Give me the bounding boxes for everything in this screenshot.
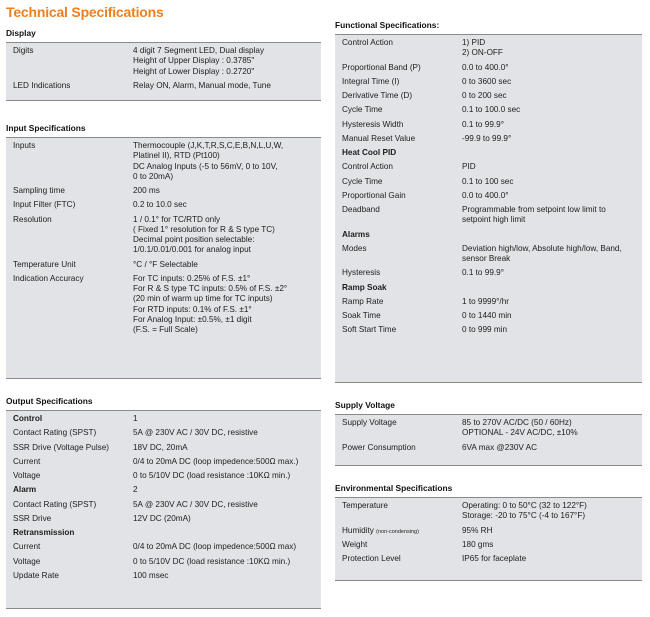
- group-heading: Alarm: [13, 485, 37, 495]
- output-title: Output Specifications: [6, 396, 93, 406]
- spec-value: 1) PID 2) ON-OFF: [462, 38, 503, 58]
- spec-value: 18V DC, 20mA: [133, 442, 188, 452]
- spec-value: 95% RH: [462, 525, 493, 535]
- spec-value: 0 to 200 sec: [462, 91, 507, 100]
- supply-section: [335, 400, 642, 466]
- spec-label: Soft Start Time: [342, 325, 397, 335]
- spec-label: [335, 526, 462, 536]
- spec-label: Update Rate: [13, 570, 59, 580]
- spec-label: Weight: [342, 539, 368, 549]
- group-heading: Retransmission: [13, 528, 75, 537]
- table-row: [6, 483, 321, 497]
- spec-label: Supply Voltage: [342, 418, 397, 427]
- table-row: [6, 426, 321, 440]
- spec-label: Hysteresis: [342, 268, 381, 278]
- output-table: [6, 411, 321, 609]
- table-row: [335, 323, 642, 337]
- table-row: [6, 213, 321, 258]
- table-row: [6, 498, 321, 512]
- spec-value: 1 / 0.1° for TC/RTD only ( Fixed 1° resolution for R & S type TC) Decimal point position selectable: 1/0.1/0.01/0.001 for analog input: [133, 214, 275, 255]
- table-row: [6, 198, 321, 212]
- spec-value: Programmable from setpoint low limit to setpoint high limit: [462, 205, 606, 225]
- spec-label: Inputs: [13, 141, 36, 150]
- spec-label: Proportional Gain: [342, 190, 406, 200]
- spec-label: Ramp Rate: [342, 296, 384, 306]
- spec-value: 0 to 5/10V DC (load resistance :10KΩ min.): [133, 471, 291, 480]
- spec-value: 0 to 1440 min: [462, 311, 512, 320]
- spec-label: Manual Reset Value: [342, 133, 416, 143]
- spec-value: 6VA max @230V AC: [462, 442, 538, 452]
- table-row: [335, 552, 642, 566]
- spec-value: 0.1 to 99.9°: [462, 119, 504, 129]
- group-heading: Ramp Soak: [342, 282, 387, 292]
- spec-value: 180 gms: [462, 539, 494, 549]
- display-table: [6, 43, 321, 101]
- spec-label: Soak Time: [342, 311, 381, 320]
- table-row: [6, 79, 321, 93]
- table-row: [6, 412, 321, 426]
- spec-label: Digits: [13, 46, 34, 55]
- table-row: [335, 160, 642, 174]
- table-row: [335, 118, 642, 132]
- spec-label: Cycle Time: [342, 105, 383, 115]
- table-row: [335, 524, 642, 538]
- spec-label: Deadband: [342, 205, 380, 214]
- spec-value: 0.1 to 100.0 sec: [462, 105, 521, 115]
- table-row: [6, 258, 321, 272]
- table-row: [335, 499, 642, 524]
- spec-value: 0.0 to 400.0°: [462, 190, 509, 200]
- table-row: [335, 61, 642, 75]
- spec-label-text: Humidity: [342, 525, 374, 535]
- table-row: [6, 441, 321, 455]
- spec-label: SSR Drive: [13, 513, 52, 523]
- input-title: Input Specifications: [6, 123, 86, 133]
- spec-label: Temperature: [342, 501, 388, 510]
- spec-value: 100 msec: [133, 570, 169, 580]
- spec-value: Thermocouple (J,K,T,R,S,C,E,B,N,L,U,W, Platinel II), RTD (Pt100) DC Analog Inputs (-5 to 56mV, 0 to 10V, 0 to 20mA): [133, 141, 284, 181]
- spec-label: Voltage: [13, 556, 41, 566]
- spec-value: 0.1 to 100 sec: [462, 176, 514, 186]
- spec-value: IP65 for faceplate: [462, 554, 527, 563]
- spec-label: Proportional Band (P): [342, 62, 421, 72]
- spec-value: Relay ON, Alarm, Manual mode, Tune: [133, 80, 271, 90]
- table-row: [335, 538, 642, 552]
- spec-label: Contact Rating (SPST): [13, 499, 97, 509]
- group-heading: Heat Cool PID: [342, 148, 397, 157]
- spec-value: 0.0 to 400.0°: [462, 62, 509, 72]
- table-row: [6, 139, 321, 184]
- spec-label: Voltage: [13, 471, 41, 480]
- spec-value: 200 ms: [133, 186, 160, 195]
- table-row: [335, 89, 642, 103]
- environmental-title: Environmental Specifications: [335, 483, 453, 493]
- spec-label: Control Action: [342, 38, 393, 47]
- supply-title: Supply Voltage: [335, 400, 395, 410]
- table-row: [335, 75, 642, 89]
- spec-value: 0 to 5/10V DC (load resistance :10KΩ min.): [133, 556, 291, 566]
- table-row: [335, 441, 642, 455]
- table-row: [6, 569, 321, 583]
- table-row: [335, 242, 642, 267]
- spec-value: 4 digit 7 Segment LED, Dual display Height of Upper Display : 0.3785" Height of Lower Display : 0.2720": [133, 46, 265, 76]
- table-row: [6, 526, 321, 540]
- spec-value: 1 to 9999°/hr: [462, 296, 509, 306]
- environmental-table: [335, 498, 642, 581]
- spec-label: Sampling time: [13, 186, 65, 195]
- spec-label: Contact Rating (SPST): [13, 428, 97, 438]
- functional-table: [335, 35, 642, 383]
- spec-label: Modes: [342, 243, 367, 253]
- spec-value: 2: [133, 485, 138, 495]
- display-title: Display: [6, 28, 36, 38]
- spec-value: 85 to 270V AC/DC (50 / 60Hz) OPTIONAL - 24V AC/DC, ±10%: [462, 418, 578, 438]
- spec-label: LED Indications: [13, 80, 71, 90]
- spec-label: Indication Accuracy: [13, 273, 84, 283]
- spec-label: Current: [13, 456, 41, 466]
- table-row: [335, 175, 642, 189]
- page-title: Technical Specifications: [6, 4, 164, 20]
- environmental-section: [335, 483, 642, 581]
- spec-value: 0/4 to 20mA DC (loop impedence:500Ω max.): [133, 456, 299, 466]
- spec-value: Operating: 0 to 50°C (32 to 122°F) Storage: -20 to 75°C (-4 to 167°F): [462, 501, 587, 521]
- spec-label: Power Consumption: [342, 442, 416, 452]
- display-section: [6, 28, 321, 101]
- spec-value: °C / °F Selectable: [133, 259, 198, 269]
- spec-value: 0/4 to 20mA DC (loop impedence:500Ω max): [133, 542, 297, 552]
- output-section: [6, 396, 321, 609]
- table-row: [6, 469, 321, 483]
- spec-label: Input Filter (FTC): [13, 200, 76, 210]
- supply-table: [335, 415, 642, 466]
- table-row: [335, 132, 642, 146]
- spec-value: 5A @ 230V AC / 30V DC, resistive: [133, 499, 258, 509]
- spec-value: 12V DC (20mA): [133, 513, 191, 523]
- spec-label: Cycle Time: [342, 176, 383, 186]
- spec-label: Integral Time (I): [342, 76, 400, 86]
- spec-value: 5A @ 230V AC / 30V DC, resistive: [133, 428, 258, 438]
- table-row: [6, 272, 321, 338]
- table-row: [6, 512, 321, 526]
- spec-label: Current: [13, 542, 41, 552]
- spec-label-note: (non-condensing): [376, 528, 419, 535]
- spec-label: Temperature Unit: [13, 259, 76, 269]
- table-row: [6, 455, 321, 469]
- spec-label: Resolution: [13, 214, 52, 224]
- table-row: [335, 309, 642, 323]
- functional-title: Functional Specifications:: [335, 20, 440, 30]
- table-row: [6, 44, 321, 79]
- group-heading: Alarms: [342, 229, 370, 239]
- spec-value: PID: [462, 162, 476, 172]
- spec-value: -99.9 to 99.9°: [462, 133, 512, 143]
- table-row: [6, 184, 321, 198]
- table-row: [6, 555, 321, 569]
- group-heading: Control: [13, 414, 43, 423]
- table-row: [335, 203, 642, 228]
- spec-label: Hysteresis Width: [342, 119, 404, 129]
- spec-value: 0 to 3600 sec: [462, 76, 512, 86]
- spec-value: For TC inputs: 0.25% of F.S. ±1° For R & S type TC inputs: 0.5% of F.S. ±2° (20 min of warm up time for TC inputs) For RTD inputs: 0.1% of F.S. ±1° For Analog Input: ±0.5%, ±1 digit (F.S. = Full Scale): [133, 273, 288, 334]
- input-section: [6, 123, 321, 379]
- spec-label: Derivative Time (D): [342, 91, 413, 100]
- input-table: [6, 138, 321, 379]
- spec-value: 0.1 to 99.9°: [462, 268, 504, 278]
- spec-value: Deviation high/low, Absolute high/low, Band, sensor Break: [462, 243, 622, 263]
- table-row: [335, 36, 642, 61]
- spec-value: 0.2 to 10.0 sec: [133, 200, 187, 210]
- table-row: [335, 295, 642, 309]
- spec-value: 0 to 999 min: [462, 325, 508, 335]
- spec-label: Control Action: [342, 162, 393, 172]
- functional-section: [335, 20, 642, 383]
- table-row: [335, 266, 642, 280]
- table-row: [335, 189, 642, 203]
- table-row: [335, 416, 642, 441]
- spec-value: 1: [133, 414, 138, 423]
- spec-label: Protection Level: [342, 554, 401, 563]
- table-row: [6, 540, 321, 554]
- table-row: [335, 103, 642, 117]
- spec-label: SSR Drive (Voltage Pulse): [13, 442, 110, 452]
